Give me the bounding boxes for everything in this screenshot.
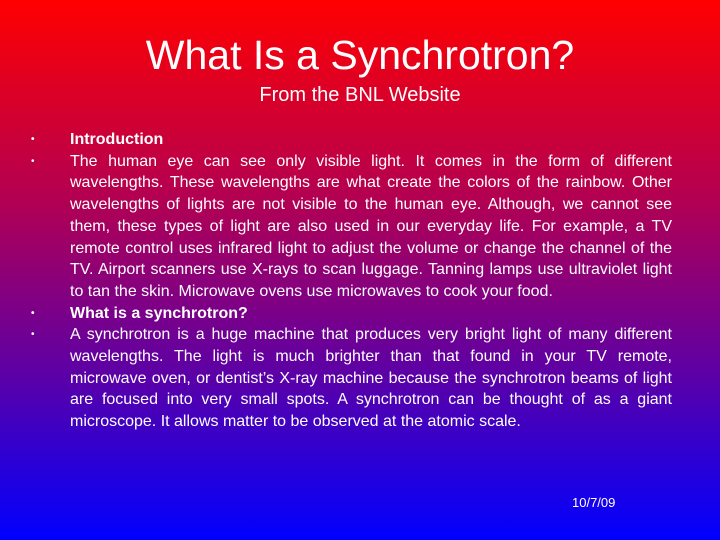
bullet-list [28, 129, 672, 433]
bullet-introduction-heading: • Introduction [28, 129, 672, 151]
bullet-synchrotron-text: • A synchrotron is a huge machine that produces very bright light of many different wavelengths. The light is much brighter than that found in your TV remote, microwave oven, or dentist’s X-ray machine because the synchrotron beams of light are focused into very small spots. A synchrotron can be thought of as a giant microscope. It allows matter to be observed at the atomic scale. [28, 324, 672, 433]
bullet-introduction-text: • The human eye can see only visible light. It comes in the form of different wavelengths. These wavelengths are what create the colors of the rainbow. Other wavelengths of lights are not visible to the human eye. Although, we cannot see them, these types of light are also used in our everyday life. For example, a TV remote control uses infrared light to adjust the volume or change the channel of the TV. Airport scanners use X-rays to scan luggage. Tanning lamps use ultraviolet light to tan the skin. Microwave ovens use microwaves to cook your food. [28, 151, 672, 303]
slide-title: What Is a Synchrotron? [145, 32, 575, 78]
slide-subtitle: From the BNL Website [259, 84, 461, 106]
bullet-synchrotron-heading: • What is a synchrotron? [28, 303, 672, 325]
slide-date: 10/7/09 [572, 495, 616, 510]
